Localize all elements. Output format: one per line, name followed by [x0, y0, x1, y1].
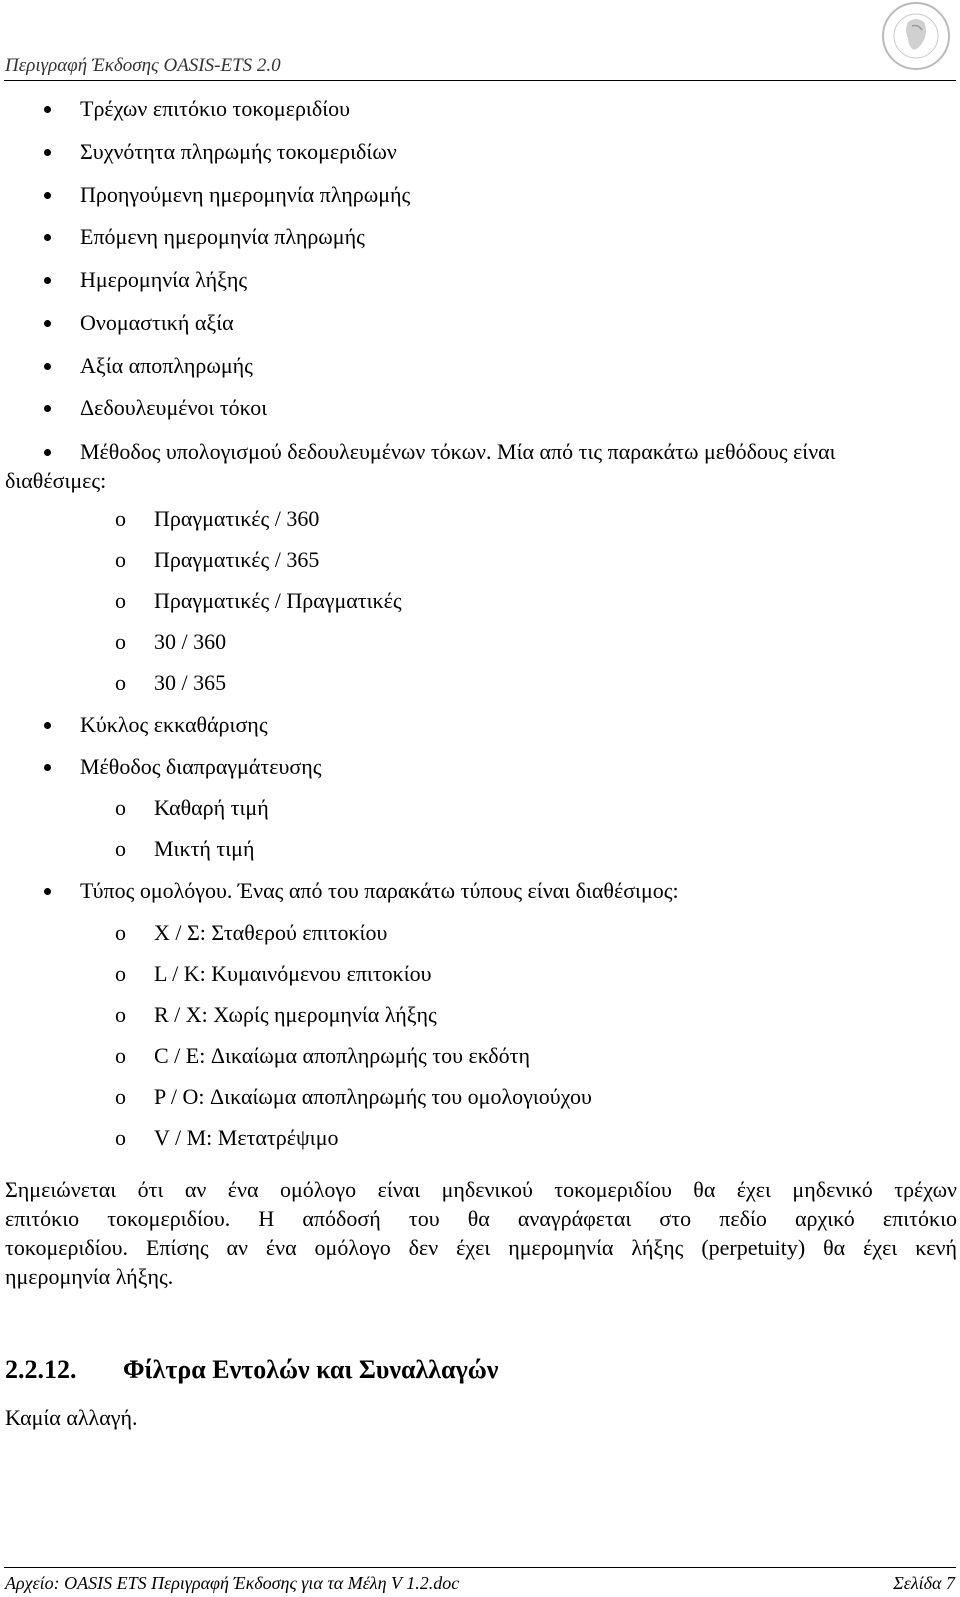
section-heading [5, 1355, 498, 1385]
sub-bullet-icon: o [115, 1043, 126, 1068]
section-number: 2.2.12. [5, 1355, 77, 1384]
zero-coupon-note [5, 1175, 957, 1291]
section-body: Καμία αλλαγή. [5, 1405, 138, 1430]
accrual-option: 30 / 360 [154, 629, 227, 654]
bond-type-option: C / E: Δικαίωμα αποπληρωμής του εκδότη [154, 1043, 531, 1068]
accrual-method-label: Μέθοδος υπολογισμού δεδουλευμένων τόκων. Μία από τις παρακάτω μεθόδους είναι [80, 439, 836, 464]
accrual-option: Πραγματικές / 360 [154, 506, 320, 531]
athens-exchange-logo [880, 0, 952, 72]
sub-bullet-icon: o [115, 629, 126, 654]
sub-bullet-icon: o [115, 588, 126, 613]
list-item: Μέθοδος διαπραγμάτευσης [80, 754, 322, 779]
page-header-title: Περιγραφή Έκδοσης OASIS-ETS 2.0 [5, 55, 281, 76]
list-item: Δεδουλευμένοι τόκοι [80, 395, 268, 420]
bond-type-option: R / X: Χωρίς ημερομηνία λήξης [154, 1002, 437, 1027]
footer-filename: Αρχείο: OASIS ETS Περιγραφή Έκδοσης για τα Μέλη V 1.2.doc [5, 1573, 460, 1593]
sub-bullet-icon: o [115, 506, 126, 531]
list-item: Αξία αποπληρωμής [80, 353, 253, 378]
sub-bullet-icon: o [115, 547, 126, 572]
sub-bullet-icon: o [115, 1084, 126, 1109]
list-item: Κύκλος εκκαθάρισης [80, 712, 268, 737]
list-item: Συχνότητα πληρωμής τοκομεριδίων [80, 139, 397, 164]
paragraph-line: τοκομεριδίου. Επίσης αν ένα ομόλογο δεν έχει ημερομηνία λήξης (perpetuity) θα έχει κενή [5, 1235, 957, 1260]
trading-option: Καθαρή τιμή [154, 795, 269, 820]
bullet-icon [44, 277, 51, 284]
list-item: Ημερομηνία λήξης [80, 267, 248, 292]
footer-page-number: Σελίδα 7 [893, 1573, 955, 1593]
section-title: Φίλτρα Εντολών και Συναλλαγών [123, 1355, 499, 1384]
bullet-icon [44, 405, 51, 412]
list-item: Προηγούμενη ημερομηνία πληρωμής [80, 182, 411, 207]
list-item: Τύπος ομολόγου. Ένας από του παρακάτω τύπους είναι διαθέσιμος: [80, 878, 679, 903]
sub-bullet-icon: o [115, 836, 126, 861]
paragraph-line: επιτόκιο τοκομεριδίου. Η απόδοσή του θα αναγράφεται στο πεδίο αρχικό επιτόκιο [5, 1206, 957, 1231]
sub-bullet-icon: o [115, 1002, 126, 1027]
accrual-option: Πραγματικές / 365 [154, 547, 320, 572]
bullet-icon [44, 192, 51, 199]
bullet-icon [44, 363, 51, 370]
bond-type-option: L / K: Κυμαινόμενου επιτοκίου [154, 961, 432, 986]
bullet-icon [44, 320, 51, 327]
bullet-icon [44, 149, 51, 156]
paragraph-line: ημερομηνία λήξης. [5, 1264, 174, 1289]
bullet-icon [44, 234, 51, 241]
sub-bullet-icon: o [115, 795, 126, 820]
bond-type-option: P / O: Δικαίωμα αποπληρωμής του ομολογιούχου [154, 1084, 592, 1109]
sub-bullet-icon: o [115, 920, 126, 945]
bullet-icon [44, 449, 51, 456]
sub-bullet-icon: o [115, 961, 126, 986]
bullet-icon [44, 106, 51, 113]
sub-bullet-icon: o [115, 670, 126, 695]
paragraph-line: Σημειώνεται ότι αν ένα ομόλογο είναι μηδενικού τοκομεριδίου θα έχει μηδενικό τρέχων [5, 1177, 957, 1202]
list-item: Επόμενη ημερομηνία πληρωμής [80, 224, 365, 249]
bullet-icon [44, 764, 51, 771]
trading-option: Μικτή τιμή [154, 836, 255, 861]
accrual-option: Πραγματικές / Πραγματικές [154, 588, 402, 613]
list-item: Τρέχων επιτόκιο τοκομεριδίου [80, 96, 351, 121]
header-divider [4, 80, 956, 81]
list-item: Ονομαστική αξία [80, 310, 234, 335]
sub-bullet-icon: o [115, 1125, 126, 1150]
bond-type-option: X / Σ: Σταθερού επιτοκίου [154, 920, 388, 945]
bullet-icon [44, 722, 51, 729]
accrual-option: 30 / 365 [154, 670, 227, 695]
bond-type-option: V / M: Μετατρέψιμο [154, 1125, 339, 1150]
accrual-method-label-cont: διαθέσιμες: [5, 468, 107, 493]
bullet-icon [44, 888, 51, 895]
footer-divider [4, 1567, 956, 1568]
